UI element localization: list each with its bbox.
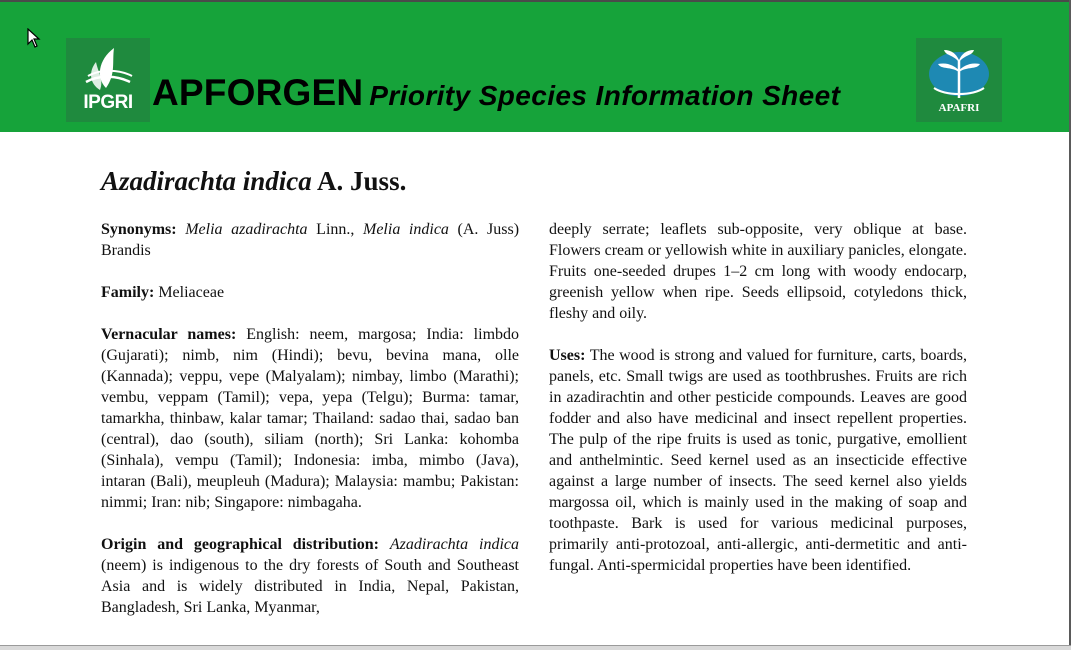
- apafri-logo-text: APAFRI: [938, 102, 980, 114]
- left-column: [101, 219, 519, 639]
- page-title: [152, 72, 840, 114]
- bottom-scroll-edge: [0, 645, 1071, 650]
- origin-text: (neem) is indigenous to the dry forests of South and Southeast Asia and is widely distributed in India, Nepal, Pakistan, Bangladesh, Sri Lanka, Myanmar,: [101, 557, 519, 616]
- apafri-logo: [916, 38, 1002, 122]
- title-subtitle: Priority Species Information Sheet: [369, 80, 841, 111]
- synonym-tail: (A. Juss) Brandis: [101, 221, 520, 259]
- uses-paragraph: [549, 345, 967, 576]
- title-main: APFORGEN: [152, 72, 364, 113]
- origin-paragraph: [101, 534, 519, 618]
- origin-label: Origin and geographical distribution:: [101, 536, 380, 553]
- mouse-pointer-icon: [27, 28, 41, 48]
- species-heading: [101, 166, 406, 197]
- family-value: Meliaceae: [154, 284, 225, 301]
- synonyms-paragraph: [101, 219, 519, 261]
- description-continued: deeply serrate; leaflets sub-opposite, very oblique at base. Flowers cream or yellowish white in auxiliary panicles, elongate. Fruits one-seeded drupes 1–2 cm long with woody endocarp, greenish yellow when ripe. Seeds ellipsoid, cotyledons thick, fleshy and oily.: [549, 221, 967, 322]
- synonym-2: Melia indica: [363, 221, 449, 238]
- right-column: [549, 219, 967, 597]
- vernacular-paragraph: [101, 324, 519, 513]
- species-name: Azadirachta indica: [101, 166, 312, 196]
- family-paragraph: [101, 282, 519, 303]
- synonym-1: Melia azadirachta: [185, 221, 308, 238]
- ipgri-logo-text: IPGRI: [83, 92, 133, 113]
- species-author: A. Juss.: [317, 166, 407, 196]
- origin-species: Azadirachta indica: [389, 536, 519, 553]
- uses-text: The wood is strong and valued for furniture, carts, boards, panels, etc. Small twigs are used as toothbrushes. Fruits are rich in azadirachtin and other pesticide compounds. Leaves are good fodder and also have medicinal and insect repellent properties. The pulp of the ripe fruits is used as tonic, purgative, emollient and anthelmintic. Seed kernel used as an insecticide effective against a large number of insects. The seed kernel also yields margossa oil, which is mainly used in the making of soap and toothpaste. Bark is used for various medicinal purposes, primarily anti-protozoal, anti-allergic, anti-dermetitic and anti-fungal. Anti-spermicidal properties have been identified.: [549, 347, 967, 574]
- family-label: Family:: [101, 284, 155, 301]
- uses-label: Uses:: [549, 347, 586, 364]
- vernacular-text: English: neem, margosa; India: limbdo (Gujarati); nimb, nim (Hindi); bevu, bevina mana, olle (Kannada); veppu, vepe (Malyalam); nimbay, limbo (Marathi); vembu, veppam (Tamil); vepa, yepa (Telgu); Burma: tamar, tamarkha, thinbaw, kalar tamar; Thailand: sadao thai, sadao ban (central), dao (south), siliam (north); Sri Lanka: kohomba (Sinhala), vempu (Tamil); Indonesia: imba, mimbo (Java), intaran (Bali), meupleuh (Madura); Malaysia: mambu; Pakistan: nimmi; Iran: nib; Singapore: nimbagaha.: [101, 326, 520, 511]
- ipgri-logo: [66, 38, 150, 122]
- synonym-mid: Linn.,: [307, 221, 363, 238]
- vernacular-label: Vernacular names:: [101, 326, 237, 343]
- header-banner: [0, 2, 1069, 132]
- synonyms-label: Synonyms:: [101, 221, 177, 238]
